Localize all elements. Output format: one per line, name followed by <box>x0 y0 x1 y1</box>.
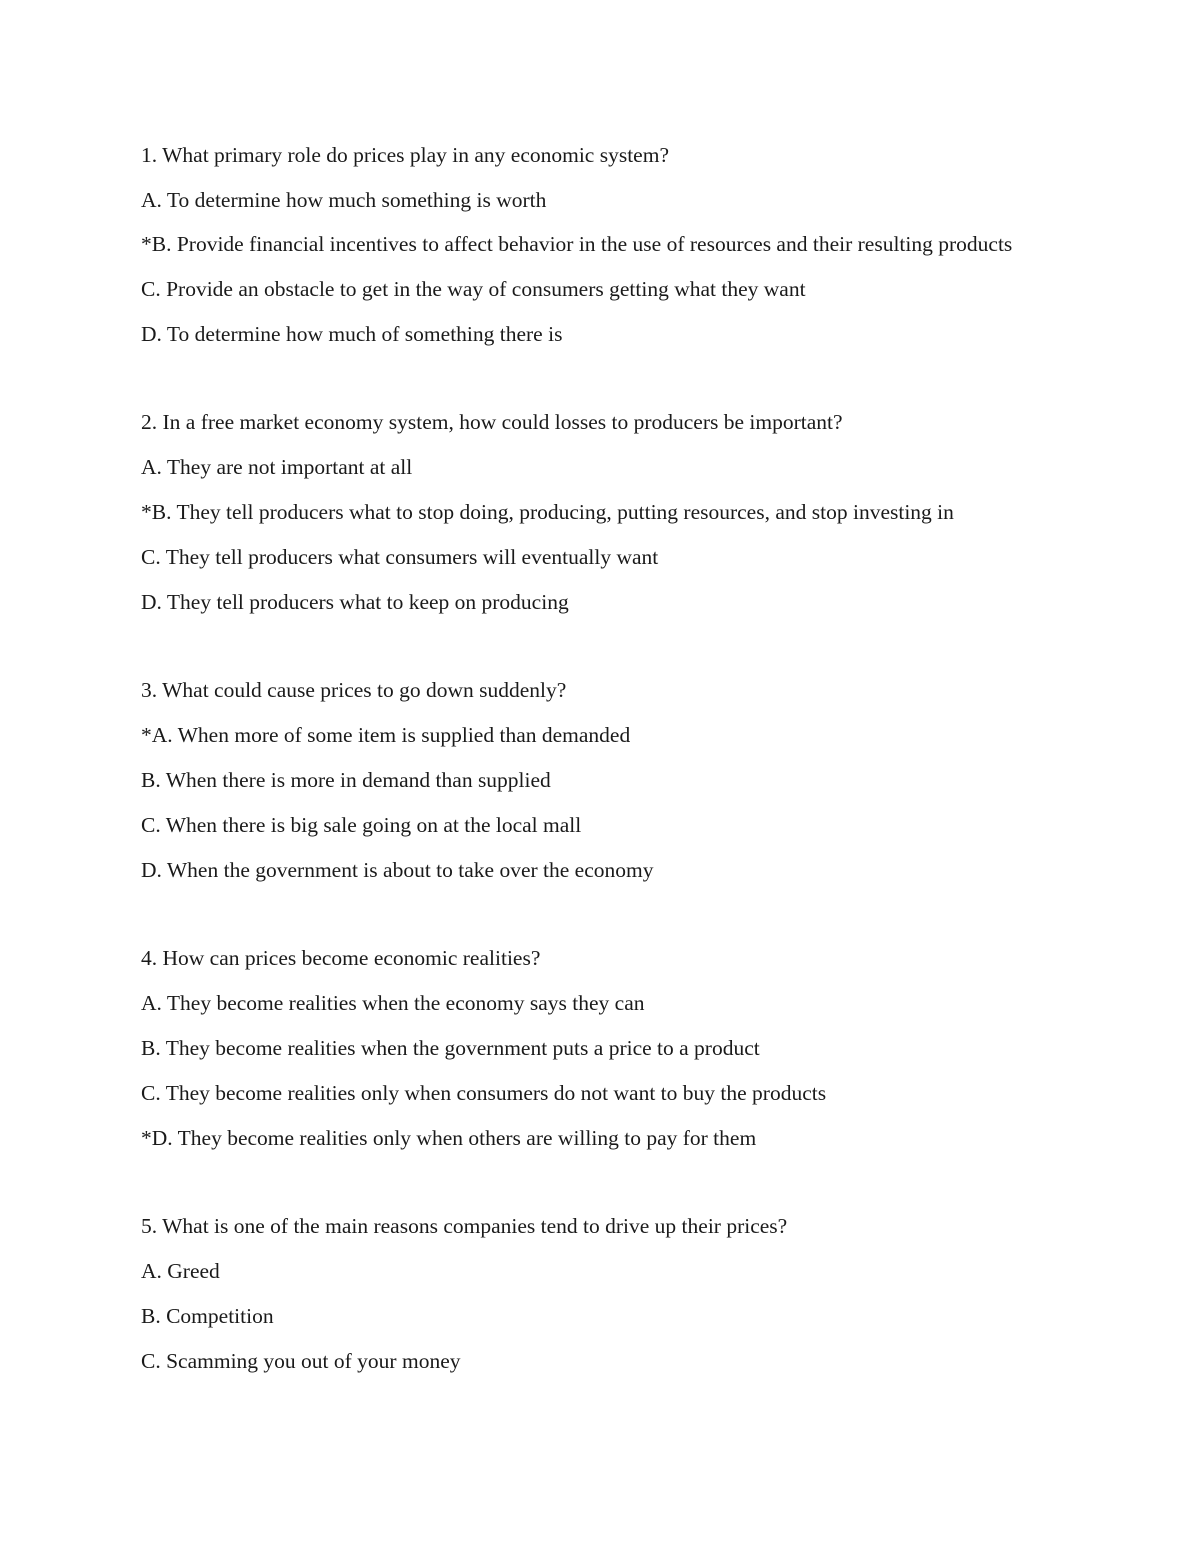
answer-option: *B. Provide financial incentives to affect behavior in the use of resources and their resulting products <box>141 232 1013 256</box>
answer-option: C. They tell producers what consumers will eventually want <box>141 545 659 569</box>
answer-option: B. When there is more in demand than supplied <box>141 768 551 792</box>
question-stem: 3. What could cause prices to go down suddenly? <box>141 678 567 702</box>
answer-option: A. Greed <box>141 1259 220 1283</box>
answer-option: A. To determine how much something is worth <box>141 188 547 212</box>
question-4 <box>141 943 1051 1153</box>
answer-option: C. They become realities only when consumers do not want to buy the products <box>141 1081 827 1105</box>
question-stem: 4. How can prices become economic realities? <box>141 946 541 970</box>
question-5 <box>141 1211 1051 1376</box>
question-3 <box>141 675 1051 885</box>
document-page <box>141 140 1051 1434</box>
answer-option: A. They are not important at all <box>141 455 413 479</box>
answer-option: D. They tell producers what to keep on producing <box>141 590 569 614</box>
answer-option: *D. They become realities only when others are willing to pay for them <box>141 1126 757 1150</box>
answer-option: D. To determine how much of something there is <box>141 322 563 346</box>
answer-option: B. They become realities when the government puts a price to a product <box>141 1036 760 1060</box>
answer-option: *A. When more of some item is supplied than demanded <box>141 723 631 747</box>
answer-option: *B. They tell producers what to stop doing, producing, putting resources, and stop investing in <box>141 500 954 524</box>
question-stem: 5. What is one of the main reasons companies tend to drive up their prices? <box>141 1214 788 1238</box>
answer-option: B. Competition <box>141 1304 274 1328</box>
answer-option: C. Scamming you out of your money <box>141 1349 461 1373</box>
answer-option: A. They become realities when the economy says they can <box>141 991 645 1015</box>
answer-option: C. When there is big sale going on at the local mall <box>141 813 582 837</box>
question-stem: 1. What primary role do prices play in any economic system? <box>141 143 669 167</box>
answer-option: D. When the government is about to take over the economy <box>141 858 654 882</box>
question-1 <box>141 140 1051 349</box>
question-stem: 2. In a free market economy system, how could losses to producers be important? <box>141 410 843 434</box>
question-2 <box>141 407 1051 617</box>
answer-option: C. Provide an obstacle to get in the way of consumers getting what they want <box>141 277 806 301</box>
